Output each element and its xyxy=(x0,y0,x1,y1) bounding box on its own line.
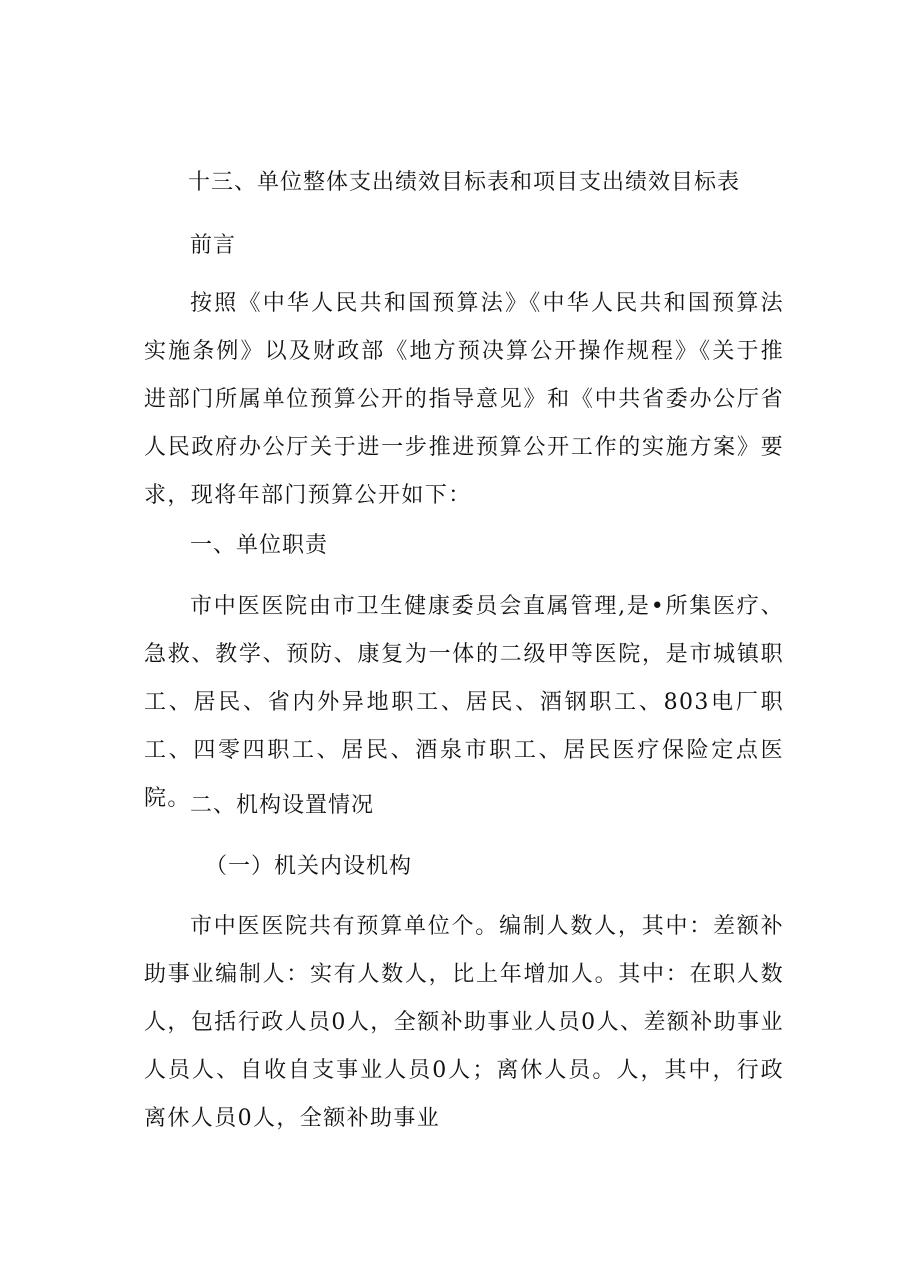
section2-title: 二、机构设置情况 xyxy=(190,793,375,818)
section1-paragraph: 市中医医院由市卫生健康委员会直属管理,是•所集医疗、急救、教学、预防、康复为一体的二级甲等医院，是市城镇职工、居民、省内外异地职工、居民、酒钢职工、803电厂职工、四零四职工、居民、酒泉市职工、居民医疗保险定点医院。 xyxy=(144,594,784,811)
section1-title: 一、单位职责 xyxy=(190,533,329,558)
subsection1-title: （一）机关内设机构 xyxy=(205,854,413,879)
preface-paragraph: 按照《中华人民共和国预算法》《中华人民共和国预算法实施条例》以及财政部《地方预决算公开操作规程》《关于推进部门所属单位预算公开的指导意见》和《中共省委办公厅省人民政府办公厅关于进一步推进预算公开工作的实施方案》要求，现将年部门预算公开如下： xyxy=(144,291,784,508)
subsection1-paragraph: 市中医医院共有预算单位个。编制人数人，其中：差额补助事业编制人：实有人数人，比上年增加人。其中：在职人数人，包括行政人员0人，全额补助事业人员0人、差额补助事业人员人、自收自支事业人员0人；离休人员。人，其中，行政离休人员0人，全额补助事业 xyxy=(144,914,784,1131)
section-heading: 十三、单位整体支出绩效目标表和项目支出绩效目标表 xyxy=(188,170,741,195)
preface-title: 前言 xyxy=(190,233,237,258)
